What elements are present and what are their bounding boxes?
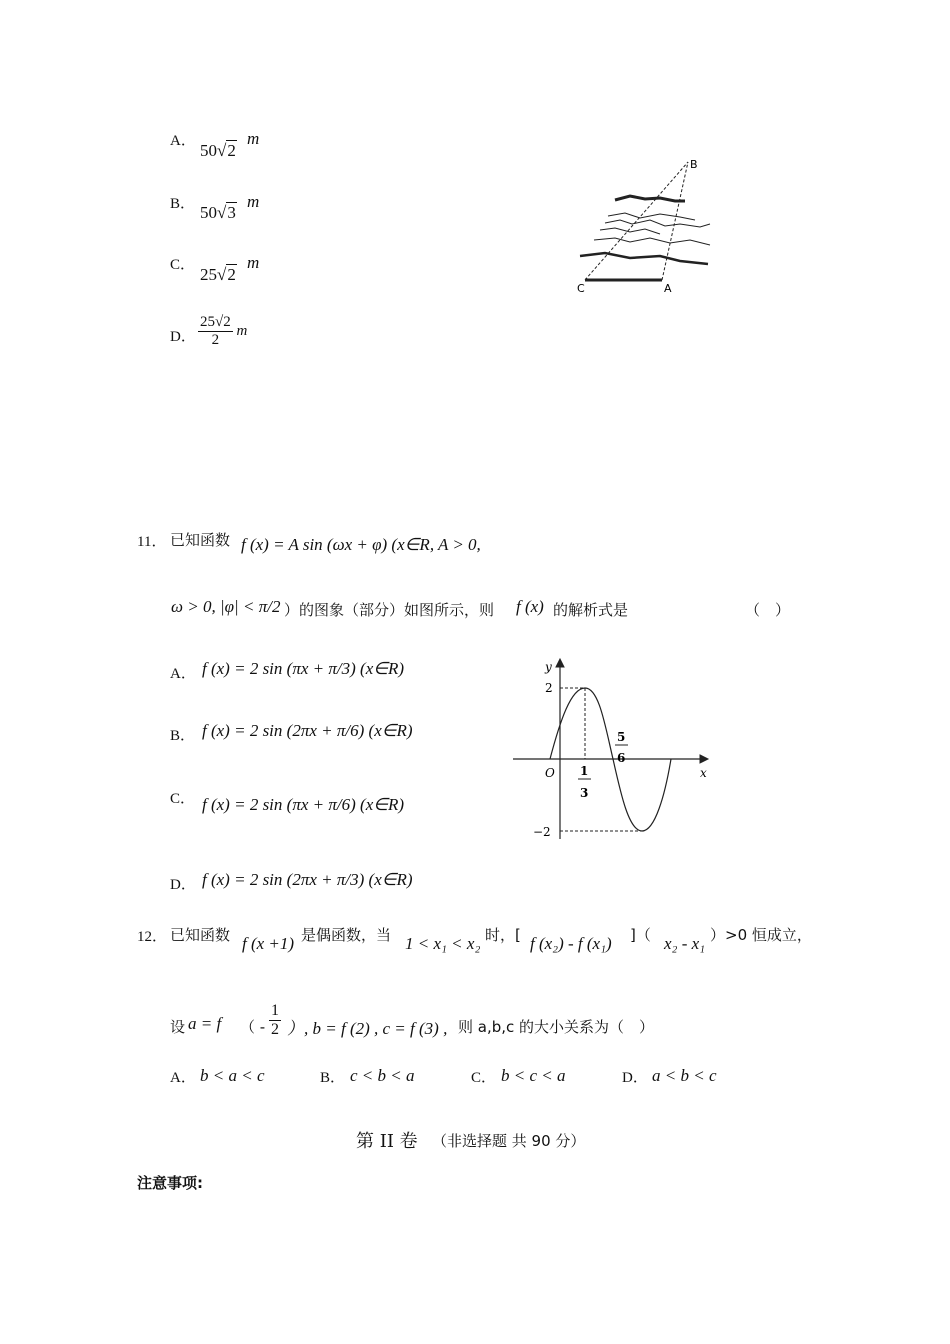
q11-intro: 已知函数	[170, 531, 231, 549]
x-tick-third-den: 3	[580, 786, 589, 800]
q11-fx: f (x)	[516, 597, 544, 616]
q12-ask: 则 a,b,c 的大小关系为（ ）	[458, 1018, 655, 1036]
label-c: C	[577, 282, 585, 295]
x-tick-five-sixths-num: 5	[617, 730, 626, 744]
option-value: 25√2	[200, 265, 236, 284]
option-letter: C．	[471, 1070, 497, 1086]
option-expr: f (x) = 2 sin (2πx + π/6) (x∈R)	[202, 721, 413, 740]
option-expr: a < b < c	[652, 1066, 717, 1085]
option-value: $\frac{25√2}{2}$ m	[200, 314, 248, 349]
option-letter: D．	[170, 877, 196, 893]
q12-mid: 是偶函数，当	[301, 926, 392, 944]
unit: m	[247, 129, 260, 148]
section-subtitle: （非选择题 共 90 分）	[432, 1132, 586, 1150]
q12-diff2: x₂ - x₁	[664, 934, 706, 953]
x-tick-third-num: 1	[580, 764, 589, 778]
q11-func: f (x) = A sin (ωx + φ) (x∈R, A > 0,	[241, 535, 481, 554]
y-tick-neg2: −2	[533, 825, 551, 839]
option-expr: f (x) = 2 sin (2πx + π/3) (x∈R)	[202, 870, 413, 889]
q12-a-arg: （ -	[240, 1018, 266, 1036]
option-letter: A．	[170, 133, 196, 149]
q11-tail: ）的图象（部分）如图所示，则	[284, 601, 495, 619]
option-expr: b < c < a	[501, 1066, 566, 1085]
label-a: A	[664, 282, 672, 295]
option-letter: A．	[170, 1070, 196, 1086]
section-title: 第 II 卷	[356, 1131, 418, 1152]
q12-end: ）>0 恒成立，	[710, 926, 812, 944]
option-letter: B．	[320, 1070, 346, 1086]
option-letter: B．	[170, 196, 196, 212]
y-axis-label: y	[545, 660, 552, 674]
q12-number: 12．	[137, 929, 168, 945]
q12-mid2: 时，[	[485, 926, 521, 944]
q12-func: f (x +1)	[242, 934, 295, 953]
q12-ineq: 1 < x₁ < x₂	[405, 934, 481, 953]
option-letter: D．	[170, 329, 196, 345]
q12-rest: ）, b = f (2) , c = f (3) ,	[287, 1019, 448, 1038]
option-value: 50√2	[200, 141, 236, 160]
label-b: B	[690, 158, 698, 171]
q12-line2-pre: 设	[170, 1018, 186, 1036]
q12-mid3: ]（	[630, 926, 651, 944]
q11-answer-bracket: （ ）	[745, 601, 791, 619]
option-letter: C．	[170, 791, 196, 807]
option-letter: D．	[622, 1070, 648, 1086]
option-letter: B．	[170, 728, 196, 744]
q11-tail2: 的解析式是	[553, 601, 629, 619]
q12-intro: 已知函数	[170, 926, 231, 944]
option-expr: f (x) = 2 sin (πx + π/6) (x∈R)	[202, 795, 405, 814]
x-axis-label: x	[700, 766, 707, 780]
q11-condition: ω > 0, |φ| < π/2	[171, 597, 281, 616]
q12-a-frac: $\frac{1}{2}$	[271, 1002, 279, 1039]
x-tick-five-sixths-den: 6	[617, 751, 626, 765]
option-letter: A．	[170, 666, 196, 682]
q12-a-def: a = f	[188, 1014, 222, 1033]
option-value: 50√3	[200, 203, 236, 222]
q12-diff1: f (x₂) - f (x₁)	[530, 934, 612, 953]
river-figure	[570, 150, 720, 300]
option-expr: b < a < c	[200, 1066, 265, 1085]
sine-graph	[505, 655, 720, 845]
option-expr: f (x) = 2 sin (πx + π/3) (x∈R)	[202, 659, 405, 678]
unit: m	[247, 253, 260, 272]
q11-number: 11．	[137, 534, 167, 550]
option-expr: c < b < a	[350, 1066, 415, 1085]
origin-label: O	[545, 766, 555, 780]
option-letter: C．	[170, 257, 196, 273]
notice-heading: 注意事项:	[137, 1174, 203, 1192]
unit: m	[247, 192, 260, 211]
y-tick-2: 2	[545, 681, 553, 695]
